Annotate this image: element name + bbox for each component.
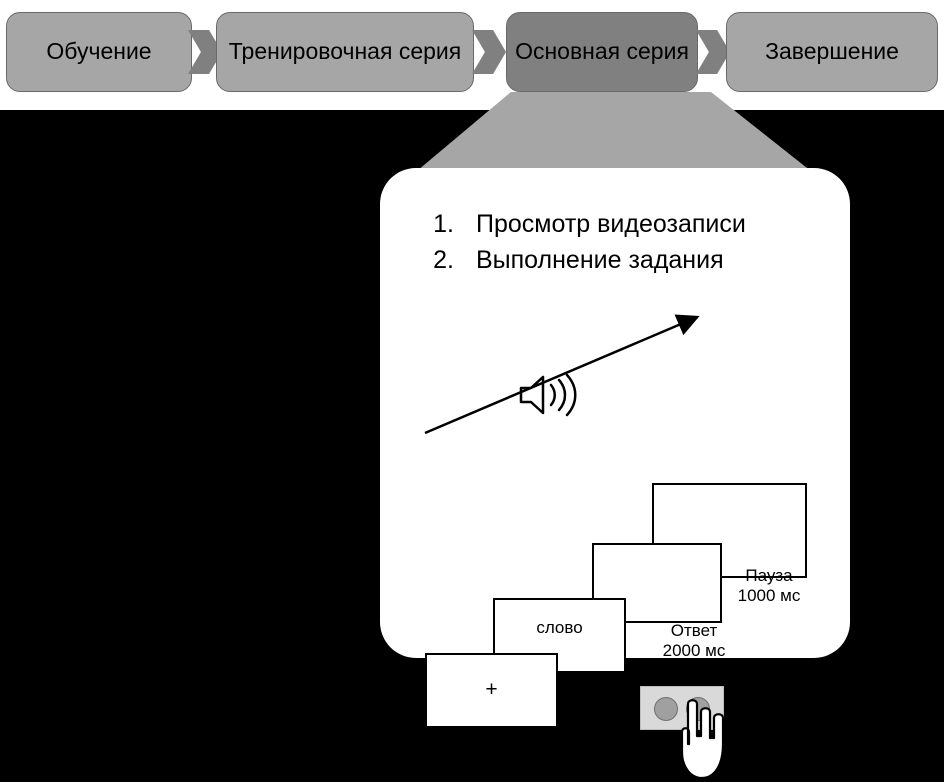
flow-stage-completion[interactable] [726, 12, 938, 92]
fixation-cross: + [485, 678, 498, 701]
main-series-detail-panel [380, 168, 850, 755]
flow-stage-main-series[interactable] [506, 12, 698, 92]
frame-word-label: слово [536, 618, 583, 637]
flow-stage-label: Обучение [46, 38, 152, 65]
step-text: Просмотр видеозаписи [476, 210, 746, 238]
speaker-sound-icon [515, 370, 585, 420]
flow-stage-label: Тренировочная серия [228, 38, 462, 65]
answer-duration: 2000 мс [662, 641, 726, 660]
trial-sequence [380, 308, 850, 755]
list-item [410, 206, 830, 242]
fixation-duration-label: 500 мс [464, 736, 519, 755]
flow-stage-label: Завершение [765, 38, 899, 65]
blank-duration-label: 100 мс [579, 678, 633, 697]
answer-title: Ответ [670, 621, 718, 640]
process-flow [0, 0, 944, 110]
pause-title: Пауза [745, 566, 793, 585]
step-number: 2. [433, 246, 454, 275]
flow-stage-practice-series[interactable] [216, 12, 474, 92]
hand-pointing-icon [670, 696, 742, 782]
pause-duration: 1000 мс [737, 586, 801, 605]
flow-stage-label: Основная серия [515, 38, 689, 65]
pause-label [720, 566, 818, 606]
step-number: 1. [433, 210, 454, 238]
flow-arrow-icon-2 [472, 30, 506, 74]
flow-arrow-icon-3 [696, 30, 730, 74]
list-item [410, 242, 830, 278]
flow-stage-training[interactable] [6, 12, 192, 92]
answer-label [648, 621, 740, 661]
step-text: Выполнение задания [476, 246, 724, 275]
step-list [410, 206, 830, 279]
